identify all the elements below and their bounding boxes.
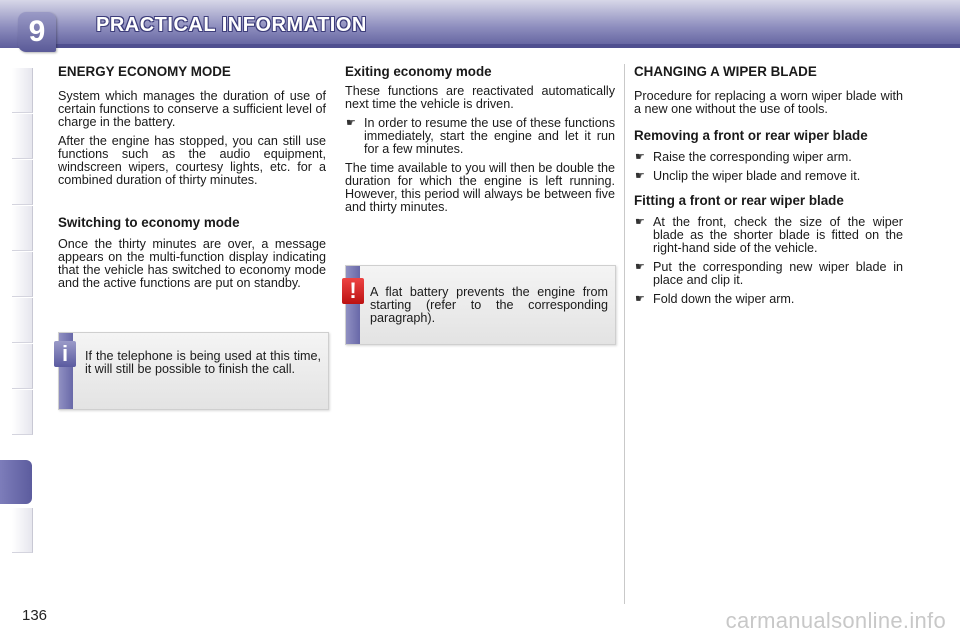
info-note-text: If the telephone is being used at this time, it will still be possible to finish the call.: [85, 349, 321, 376]
subsection-heading: Switching to economy mode: [58, 215, 240, 230]
list-item-text: Put the corresponding new wiper blade in place and clip it.: [653, 260, 903, 287]
subsection-heading: Fitting a front or rear wiper blade: [634, 193, 844, 208]
subsection-heading: Exiting economy mode: [345, 64, 492, 79]
chapter-tab[interactable]: [12, 252, 33, 297]
list-item: [634, 261, 903, 287]
list-item-text: Raise the corresponding wiper arm.: [653, 150, 852, 164]
chapter-tab[interactable]: [12, 390, 33, 435]
paragraph: After the engine has stopped, you can still use functions such as the audio equipment, windscreen wipers, courtesy lights, etc. for a combined duration of thirty minutes.: [58, 134, 326, 187]
paragraph: Once the thirty minutes are over, a message appears on the multi-function display indicating that the vehicle has switched to economy mode and the active functions are put on standby.: [58, 237, 326, 290]
list-item: [634, 293, 903, 306]
list-item: [634, 170, 903, 183]
column-wiper-blade: [634, 64, 903, 312]
header-underline: [55, 44, 960, 48]
list-item-text: At the front, check the size of the wiper blade as the shorter blade is fitted on the right-hand side of the vehicle.: [653, 215, 903, 255]
chapter-tab-active[interactable]: [0, 460, 32, 504]
info-icon: i: [54, 341, 76, 367]
paragraph: Procedure for replacing a worn wiper blade with a new one without the use of tools.: [634, 89, 903, 116]
column-energy-economy: [58, 64, 326, 296]
list-item: [345, 117, 615, 156]
chapter-tab[interactable]: [12, 508, 33, 553]
watermark: carmanualsonline.info: [725, 608, 946, 633]
chapter-tab[interactable]: [12, 114, 33, 159]
warning-note-text: A flat battery prevents the engine from starting (refer to the corresponding paragraph).: [370, 285, 608, 325]
paragraph: System which manages the duration of use of certain functions to conserve a sufficient level of charge in the battery.: [58, 89, 326, 129]
paragraph: These functions are reactivated automatically next time the vehicle is driven.: [345, 84, 615, 111]
chapter-tab[interactable]: [12, 298, 33, 343]
list-item: [634, 151, 903, 164]
info-note: [58, 332, 329, 410]
warning-icon: !: [342, 278, 364, 304]
chapter-tab[interactable]: [12, 68, 33, 113]
section-heading: ENERGY ECONOMY MODE: [58, 64, 231, 79]
pointing-hand-icon: ☛: [635, 216, 645, 228]
chapter-tab[interactable]: [12, 344, 33, 389]
page-title: PRACTICAL INFORMATION: [96, 14, 367, 36]
chapter-tab[interactable]: [12, 206, 33, 251]
pointing-hand-icon: ☛: [346, 117, 356, 129]
subsection-heading: Removing a front or rear wiper blade: [634, 128, 868, 143]
page-number: 136: [22, 607, 48, 624]
pointing-hand-icon: ☛: [635, 261, 645, 273]
list-item: [634, 216, 903, 255]
pointing-hand-icon: ☛: [635, 293, 645, 305]
column-exiting-economy: [345, 64, 615, 220]
chapter-tab[interactable]: [12, 160, 33, 205]
section-heading: CHANGING A WIPER BLADE: [634, 64, 817, 79]
column-divider: [624, 64, 625, 604]
warning-note: [345, 265, 616, 345]
list-item-text: Fold down the wiper arm.: [653, 292, 795, 306]
list-item-text: In order to resume the use of these functions immediately, start the engine and let it run for a few minutes.: [364, 116, 615, 156]
chapter-badge: 9: [18, 12, 56, 52]
pointing-hand-icon: ☛: [635, 151, 645, 163]
list-item-text: Unclip the wiper blade and remove it.: [653, 169, 861, 183]
pointing-hand-icon: ☛: [635, 170, 645, 182]
paragraph: The time available to you will then be double the duration for which the engine is left running. However, this period will always be between five and thirty minutes.: [345, 161, 615, 214]
